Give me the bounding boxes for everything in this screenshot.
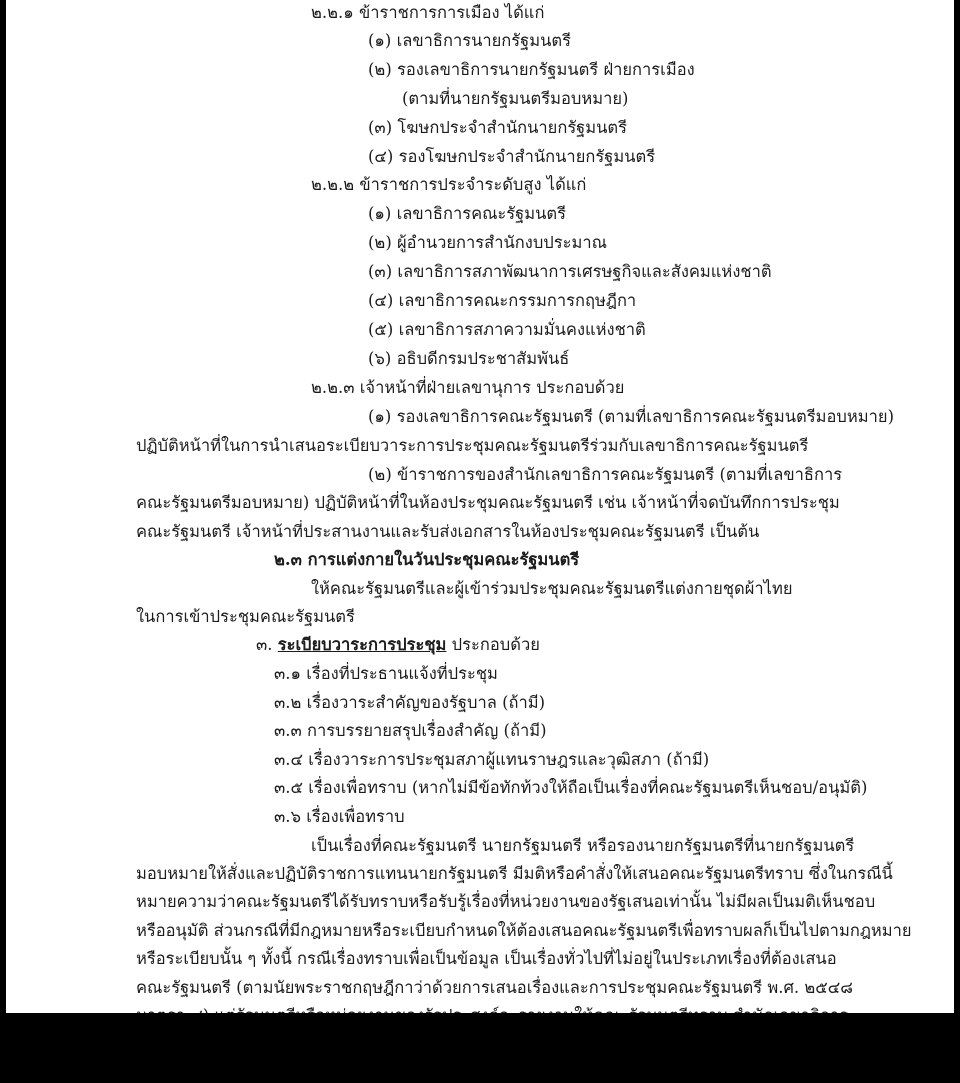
list-item: (๓) โฆษกประจำสำนักนายกรัฐมนตรี (368, 118, 628, 137)
list-item-continuation: (ตามที่นายกรัฐมนตรีมอบหมาย) (402, 89, 629, 108)
list-item: (๔) รองโฆษกประจำสำนักนายกรัฐมนตรี (368, 147, 656, 166)
paragraph-line: หมายความว่าคณะรัฐมนตรีได้รับทราบหรือรับรู้เรื่องที่หน่วยงานของรัฐเสนอเท่านั้น ไม่มีผลเป็นมติเห็นชอบ (136, 892, 876, 911)
list-item: (๒) ข้าราชการของสำนักเลขาธิการคณะรัฐมนตรี (ตามที่เลขาธิการ (368, 465, 843, 484)
paragraph-line: หรืออนุมัติ ส่วนกรณีที่มีกฎหมายหรือระเบียบกำหนดให้ต้องเสนอคณะรัฐมนตรีเพื่อทราบผลก็เป็นไปตามกฎหมาย (136, 921, 912, 940)
list-item: (๓) เลขาธิการสภาพัฒนาการเศรษฐกิจและสังคมแห่งชาติ (368, 262, 772, 281)
section-3-suffix: ประกอบด้วย (451, 635, 540, 654)
list-item: ๓.๕ เรื่องเพื่อทราบ (หากไม่มีข้อทักท้วงให้ถือเป็นเรื่องที่คณะรัฐมนตรีเห็นชอบ/อนุมัติ) (274, 778, 868, 797)
section-2-2-3-heading: ๒.๒.๓ เจ้าหน้าที่ฝ่ายเลขานุการ ประกอบด้วย (311, 378, 625, 397)
list-item: (๑) เลขาธิการคณะรัฐมนตรี (368, 204, 566, 223)
paragraph-line: คณะรัฐมนตรี (ตามนัยพระราชกฤษฎีกาว่าด้วยการเสนอเรื่องและการประชุมคณะรัฐมนตรี พ.ศ. ๒๕๔๘ (136, 978, 853, 997)
list-item: (๔) เลขาธิการคณะกรรมการกฤษฎีกา (368, 291, 637, 310)
right-frame-edge (954, 0, 960, 1013)
paragraph-line: ปฏิบัติหน้าที่ในการนำเสนอระเบียบวาระการประชุมคณะรัฐมนตรีร่วมกับเลขาธิการคณะรัฐมนตรี (136, 436, 809, 455)
list-item: (๕) เลขาธิการสภาความมั่นคงแห่งชาติ (368, 320, 646, 339)
section-3-title: ระเบียบวาระการประชุม (277, 635, 447, 654)
list-item: (๒) รองเลขาธิการนายกรัฐมนตรี ฝ่ายการเมือง (368, 60, 695, 79)
list-item: (๑) รองเลขาธิการคณะรัฐมนตรี (ตามที่เลขาธิการคณะรัฐมนตรีมอบหมาย) (368, 407, 895, 426)
paragraph-line: มอบหมายให้สั่งและปฏิบัติราชการแทนนายกรัฐมนตรี มีมติหรือคำสั่งให้เสนอคณะรัฐมนตรีทราบ ซึ่งในกรณีนี้ (136, 864, 893, 883)
list-item: ๓.๑ เรื่องที่ประธานแจ้งที่ประชุม (274, 664, 498, 683)
document-page (6, 0, 954, 1013)
paragraph-line: คณะรัฐมนตรีมอบหมาย) ปฏิบัติหน้าที่ในห้องประชุมคณะรัฐมนตรี เช่น เจ้าหน้าที่จดบันทึกการประชุม (136, 493, 840, 512)
paragraph-line: เป็นเรื่องที่คณะรัฐมนตรี นายกรัฐมนตรี หรือรองนายกรัฐมนตรีที่นายกรัฐมนตรี (311, 836, 855, 855)
paragraph-line: หรือระเบียบนั้น ๆ ทั้งนี้ กรณีเรื่องทราบเพื่อเป็นข้อมูล เป็นเรื่องทั่วไปที่ไม่อยู่ในประเภทเรื่องที่ต้องเสนอ (136, 949, 837, 968)
list-item: (๖) อธิบดีกรมประชาสัมพันธ์ (368, 349, 570, 368)
list-item: (๑) เลขาธิการนายกรัฐมนตรี (368, 31, 571, 50)
list-item: ๓.๔ เรื่องวาระการประชุมสภาผู้แทนราษฎรและวุฒิสภา (ถ้ามี) (274, 750, 710, 769)
list-item: ๓.๖ เรื่องเพื่อทราบ (274, 807, 405, 826)
paragraph-line: คณะรัฐมนตรี เจ้าหน้าที่ประสานงานและรับส่งเอกสารในห้องประชุมคณะรัฐมนตรี เป็นต้น (136, 522, 760, 541)
section-3-number: ๓. (256, 635, 273, 654)
paragraph-line: ให้คณะรัฐมนตรีและผู้เข้าร่วมประชุมคณะรัฐมนตรีแต่งกายชุดผ้าไทย (311, 579, 793, 598)
paragraph-line: ในการเข้าประชุมคณะรัฐมนตรี (136, 607, 355, 626)
section-2-2-1-heading: ๒.๒.๑ ข้าราชการการเมือง ได้แก่ (311, 3, 545, 22)
bottom-black-bar (0, 1013, 960, 1083)
section-2-2-2-heading: ๒.๒.๒ ข้าราชการประจำระดับสูง ได้แก่ (311, 175, 587, 194)
list-item: (๒) ผู้อำนวยการสำนักงบประมาณ (368, 233, 607, 252)
section-3-heading (256, 634, 540, 656)
list-item: ๓.๒ เรื่องวาระสำคัญของรัฐบาล (ถ้ามี) (274, 693, 546, 712)
list-item: ๓.๓ การบรรยายสรุปเรื่องสำคัญ (ถ้ามี) (274, 721, 547, 740)
section-2-3-heading: ๒.๓ การแต่งกายในวันประชุมคณะรัฐมนตรี (274, 550, 580, 569)
